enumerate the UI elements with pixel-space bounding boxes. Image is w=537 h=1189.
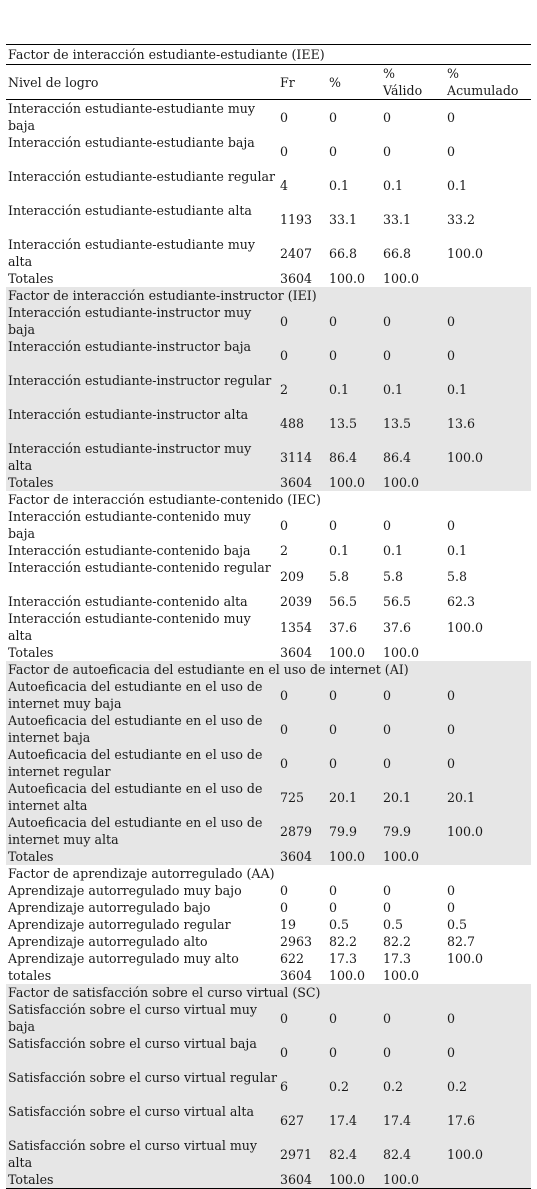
row-cum: 62.3 — [447, 594, 476, 609]
row-valid: 100.0 — [381, 1171, 445, 1189]
row-fr: 4 — [280, 177, 289, 193]
table-title: Factor de interacción estudiante-estudiante (IEE) — [6, 45, 531, 65]
section-title: Factor de aprendizaje autorregulado (AA) — [8, 866, 275, 881]
row-pct: 0 — [327, 712, 381, 746]
section-title-row — [6, 491, 531, 508]
table-row — [6, 372, 531, 406]
table-row — [6, 678, 531, 712]
header-valid: % Válido — [381, 65, 445, 100]
row-label: Satisfacción sobre el curso virtual muy baja — [6, 1001, 278, 1035]
row-label: Interacción estudiante-contenido muy baja — [8, 509, 251, 541]
row-cum: 0 — [445, 338, 531, 372]
row-cum: 0.5 — [447, 917, 468, 932]
row-valid: 13.5 — [381, 406, 445, 440]
row-cum: 0.1 — [447, 543, 468, 558]
row-pct: 82.2 — [329, 934, 358, 949]
table-header-row — [6, 65, 531, 100]
table-row — [6, 882, 531, 899]
row-valid: 0 — [381, 746, 445, 780]
row-pct: 56.5 — [329, 594, 358, 609]
row-label: Totales — [8, 645, 54, 660]
row-label: Totales — [6, 848, 278, 865]
table-row — [6, 100, 531, 135]
row-cum: 20.1 — [445, 780, 531, 814]
row-label: Interacción estudiante-instructor alta — [6, 406, 278, 440]
row-label: Interacción estudiante-instructor muy baja — [6, 304, 278, 338]
table-row — [6, 933, 531, 950]
row-fr: 2971 — [278, 1137, 327, 1171]
row-valid: 17.4 — [381, 1103, 445, 1137]
row-cum: 100.0 — [445, 814, 531, 848]
table-row — [6, 1001, 531, 1035]
row-fr: 0 — [278, 678, 327, 712]
row-fr: 0 — [278, 1035, 327, 1069]
row-pct: 17.4 — [327, 1103, 381, 1137]
row-label: Totales — [6, 474, 278, 491]
row-cum — [445, 848, 531, 865]
row-label: Aprendizaje autorregulado alto — [8, 934, 208, 949]
row-valid: 100.0 — [381, 474, 445, 491]
row-pct: 0 — [327, 746, 381, 780]
row-cum: 0 — [445, 746, 531, 780]
row-cum: 0.2 — [445, 1069, 531, 1103]
row-valid: 0 — [383, 900, 392, 915]
table-row — [6, 610, 531, 644]
row-label: Interacción estudiante-contenido alta — [8, 594, 248, 609]
row-pct: 13.5 — [327, 406, 381, 440]
row-valid: 0 — [383, 143, 392, 159]
row-valid: 0.5 — [383, 917, 404, 932]
row-pct: 0 — [327, 1001, 381, 1035]
row-label: Aprendizaje autorregulado bajo — [8, 900, 211, 915]
row-cum: 100.0 — [447, 951, 484, 966]
row-valid: 0 — [381, 678, 445, 712]
section-title-row — [6, 865, 531, 882]
row-valid: 82.4 — [381, 1137, 445, 1171]
row-fr: 627 — [278, 1103, 327, 1137]
header-pct: % — [327, 65, 381, 100]
row-pct: 0.5 — [329, 917, 350, 932]
row-pct: 100.0 — [329, 271, 366, 286]
row-label: Interacción estudiante-estudiante regular — [8, 169, 276, 184]
row-label: Satisfacción sobre el curso virtual alta — [6, 1103, 278, 1137]
row-fr: 3604 — [278, 1171, 327, 1189]
table-row — [6, 168, 531, 202]
row-fr: 0 — [280, 517, 289, 533]
row-pct: 17.3 — [329, 951, 358, 966]
row-fr: 2963 — [280, 934, 313, 949]
row-fr: 3604 — [280, 645, 313, 660]
table-row — [6, 916, 531, 933]
table-row — [6, 338, 531, 372]
row-label: Interacción estudiante-estudiante alta — [8, 203, 252, 218]
row-cum: 100.0 — [445, 440, 531, 474]
row-valid: 79.9 — [381, 814, 445, 848]
row-pct: 0 — [329, 109, 338, 125]
row-cum — [445, 967, 531, 984]
row-label: Autoeficacia del estudiante en el uso de internet regular — [6, 746, 278, 780]
row-pct: 0 — [329, 883, 338, 898]
header-nivel: Nivel de logro — [6, 65, 278, 100]
table-row — [6, 967, 531, 984]
row-fr: 209 — [280, 568, 305, 584]
table-section — [6, 491, 531, 661]
row-pct: 66.8 — [329, 245, 358, 261]
section-title-row — [6, 661, 531, 678]
table-row — [6, 406, 531, 440]
row-cum — [445, 270, 531, 287]
table-section — [6, 661, 531, 865]
row-pct: 0 — [327, 1035, 381, 1069]
table-row — [6, 1171, 531, 1189]
row-valid: 66.8 — [383, 245, 412, 261]
row-valid: 0.1 — [381, 372, 445, 406]
row-valid: 0.2 — [381, 1069, 445, 1103]
row-fr: 0 — [280, 900, 289, 915]
row-cum: 5.8 — [447, 568, 468, 584]
table-row — [6, 559, 531, 593]
row-pct: 100.0 — [327, 1171, 381, 1189]
row-valid: 56.5 — [383, 594, 412, 609]
row-pct: 82.4 — [327, 1137, 381, 1171]
table-row — [6, 780, 531, 814]
row-valid: 5.8 — [383, 568, 404, 584]
row-cum: 100.0 — [447, 245, 484, 261]
row-cum: 100.0 — [445, 1137, 531, 1171]
table-row — [6, 848, 531, 865]
row-fr: 3604 — [278, 848, 327, 865]
table-row — [6, 202, 531, 236]
row-fr: 0 — [278, 338, 327, 372]
table-row — [6, 304, 531, 338]
row-pct: 100.0 — [329, 968, 366, 983]
section-title-row — [6, 287, 531, 304]
row-pct: 37.6 — [329, 619, 358, 635]
row-label: Interacción estudiante-contenido muy alta — [8, 611, 251, 643]
row-cum — [445, 1171, 531, 1189]
row-valid: 0 — [381, 1035, 445, 1069]
section-title-row — [6, 984, 531, 1001]
row-fr: 6 — [278, 1069, 327, 1103]
row-cum: 82.7 — [447, 934, 476, 949]
row-label: Autoeficacia del estudiante en el uso de internet muy baja — [6, 678, 278, 712]
table-row — [6, 899, 531, 916]
row-cum: 100.0 — [447, 619, 484, 635]
row-cum: 0.1 — [445, 372, 531, 406]
row-fr: 19 — [280, 917, 297, 932]
row-pct: 0.1 — [329, 543, 350, 558]
row-label: Satisfacción sobre el curso virtual muy alta — [6, 1137, 278, 1171]
row-valid: 0 — [381, 338, 445, 372]
row-valid: 100.0 — [383, 645, 420, 660]
row-fr: 0 — [278, 1001, 327, 1035]
row-fr: 0 — [280, 143, 289, 159]
table-row — [6, 474, 531, 491]
section-title: Factor de interacción estudiante-instructor (IEI) — [6, 287, 531, 304]
row-label: Totales — [8, 271, 54, 286]
row-pct: 33.1 — [329, 211, 358, 227]
table-row — [6, 712, 531, 746]
row-fr: 0 — [280, 883, 289, 898]
row-fr: 2 — [278, 372, 327, 406]
row-valid: 20.1 — [381, 780, 445, 814]
table-section — [6, 287, 531, 491]
row-valid: 100.0 — [381, 848, 445, 865]
row-label: totales — [8, 968, 52, 983]
row-fr: 2407 — [280, 245, 313, 261]
row-label: Autoeficacia del estudiante en el uso de internet baja — [6, 712, 278, 746]
row-cum — [445, 474, 531, 491]
table-row — [6, 508, 531, 542]
section-title: Factor de autoeficacia del estudiante en el uso de internet (AI) — [6, 661, 531, 678]
row-valid: 0 — [381, 1001, 445, 1035]
row-label: Interacción estudiante-contenido regular — [8, 560, 271, 575]
row-pct: 5.8 — [329, 568, 350, 584]
row-pct: 0 — [329, 517, 338, 533]
row-cum: 0 — [445, 304, 531, 338]
row-valid: 0 — [383, 517, 392, 533]
table-section — [6, 984, 531, 1189]
row-valid: 0 — [381, 304, 445, 338]
row-pct: 79.9 — [327, 814, 381, 848]
table-section — [6, 865, 531, 984]
row-label: Autoeficacia del estudiante en el uso de internet alta — [6, 780, 278, 814]
row-cum: 0 — [445, 1001, 531, 1035]
row-label: Interacción estudiante-contenido baja — [8, 543, 251, 558]
row-label: Interacción estudiante-estudiante muy alta — [8, 237, 256, 269]
header-cum: % Acumulado — [445, 65, 531, 100]
table-row — [6, 814, 531, 848]
row-fr: 725 — [278, 780, 327, 814]
row-fr: 0 — [278, 746, 327, 780]
row-cum: 0 — [445, 678, 531, 712]
row-valid: 0 — [383, 883, 392, 898]
row-fr: 1354 — [280, 619, 313, 635]
row-cum: 0 — [447, 517, 456, 533]
table-row — [6, 440, 531, 474]
row-fr: 3114 — [278, 440, 327, 474]
row-valid: 100.0 — [383, 968, 420, 983]
row-fr: 1193 — [280, 211, 313, 227]
row-label: Aprendizaje autorregulado muy bajo — [8, 883, 242, 898]
row-valid: 33.1 — [383, 211, 412, 227]
row-pct: 0.2 — [327, 1069, 381, 1103]
row-fr: 622 — [280, 951, 305, 966]
row-fr: 488 — [278, 406, 327, 440]
row-label: Interacción estudiante-instructor baja — [6, 338, 278, 372]
row-cum: 13.6 — [445, 406, 531, 440]
row-pct: 0.1 — [327, 372, 381, 406]
row-fr: 3604 — [280, 271, 313, 286]
row-fr: 2879 — [278, 814, 327, 848]
row-fr: 0 — [280, 109, 289, 125]
row-valid: 100.0 — [383, 271, 420, 286]
table-row — [6, 593, 531, 610]
row-cum: 33.2 — [447, 211, 476, 227]
table-row — [6, 950, 531, 967]
table-title-row — [6, 45, 531, 65]
row-fr: 0 — [278, 712, 327, 746]
row-cum: 0 — [445, 712, 531, 746]
row-pct: 100.0 — [327, 474, 381, 491]
row-pct: 0 — [329, 143, 338, 159]
row-label: Aprendizaje autorregulado regular — [8, 917, 231, 932]
table-row — [6, 1137, 531, 1171]
section-title: Factor de satisfacción sobre el curso virtual (SC) — [6, 984, 531, 1001]
table-row — [6, 1069, 531, 1103]
table-section — [6, 100, 531, 288]
row-fr: 3604 — [280, 968, 313, 983]
row-pct: 100.0 — [329, 645, 366, 660]
table-row — [6, 542, 531, 559]
achievement-level-table — [6, 44, 531, 1189]
row-pct: 0 — [327, 304, 381, 338]
table-row — [6, 746, 531, 780]
row-label: Interacción estudiante-estudiante muy baja — [8, 101, 256, 133]
row-cum: 17.6 — [445, 1103, 531, 1137]
row-valid: 0.1 — [383, 543, 404, 558]
row-valid: 82.2 — [383, 934, 412, 949]
table-row — [6, 644, 531, 661]
row-label: Autoeficacia del estudiante en el uso de internet muy alta — [6, 814, 278, 848]
row-label: Interacción estudiante-instructor muy alta — [6, 440, 278, 474]
row-label: Satisfacción sobre el curso virtual regular — [6, 1069, 278, 1103]
row-valid: 86.4 — [381, 440, 445, 474]
row-fr: 2 — [280, 543, 289, 558]
row-pct: 0 — [327, 678, 381, 712]
row-pct: 0.1 — [329, 177, 350, 193]
row-valid: 0.1 — [383, 177, 404, 193]
row-cum: 0 — [447, 883, 456, 898]
row-valid: 0 — [383, 109, 392, 125]
header-fr: Fr — [278, 65, 327, 100]
row-valid: 17.3 — [383, 951, 412, 966]
row-pct: 20.1 — [327, 780, 381, 814]
row-pct: 0 — [329, 900, 338, 915]
row-valid: 37.6 — [383, 619, 412, 635]
row-cum: 0 — [447, 900, 456, 915]
row-cum — [445, 644, 531, 661]
table-row — [6, 270, 531, 287]
table-row — [6, 236, 531, 270]
row-valid: 0 — [381, 712, 445, 746]
row-label: Interacción estudiante-estudiante baja — [8, 135, 255, 150]
table-row — [6, 1103, 531, 1137]
row-cum: 0.1 — [447, 177, 468, 193]
row-pct: 100.0 — [327, 848, 381, 865]
table-row — [6, 134, 531, 168]
row-pct: 0 — [327, 338, 381, 372]
row-fr: 0 — [278, 304, 327, 338]
row-label: Interacción estudiante-instructor regular — [6, 372, 278, 406]
table-row — [6, 1035, 531, 1069]
row-fr: 3604 — [278, 474, 327, 491]
row-cum: 0 — [447, 109, 456, 125]
row-label: Satisfacción sobre el curso virtual baja — [6, 1035, 278, 1069]
row-fr: 2039 — [280, 594, 313, 609]
row-label: Aprendizaje autorregulado muy alto — [8, 951, 239, 966]
row-cum: 0 — [447, 143, 456, 159]
row-label: Totales — [6, 1171, 278, 1189]
section-title: Factor de interacción estudiante-contenido (IEC) — [8, 492, 321, 507]
row-pct: 86.4 — [327, 440, 381, 474]
row-cum: 0 — [445, 1035, 531, 1069]
